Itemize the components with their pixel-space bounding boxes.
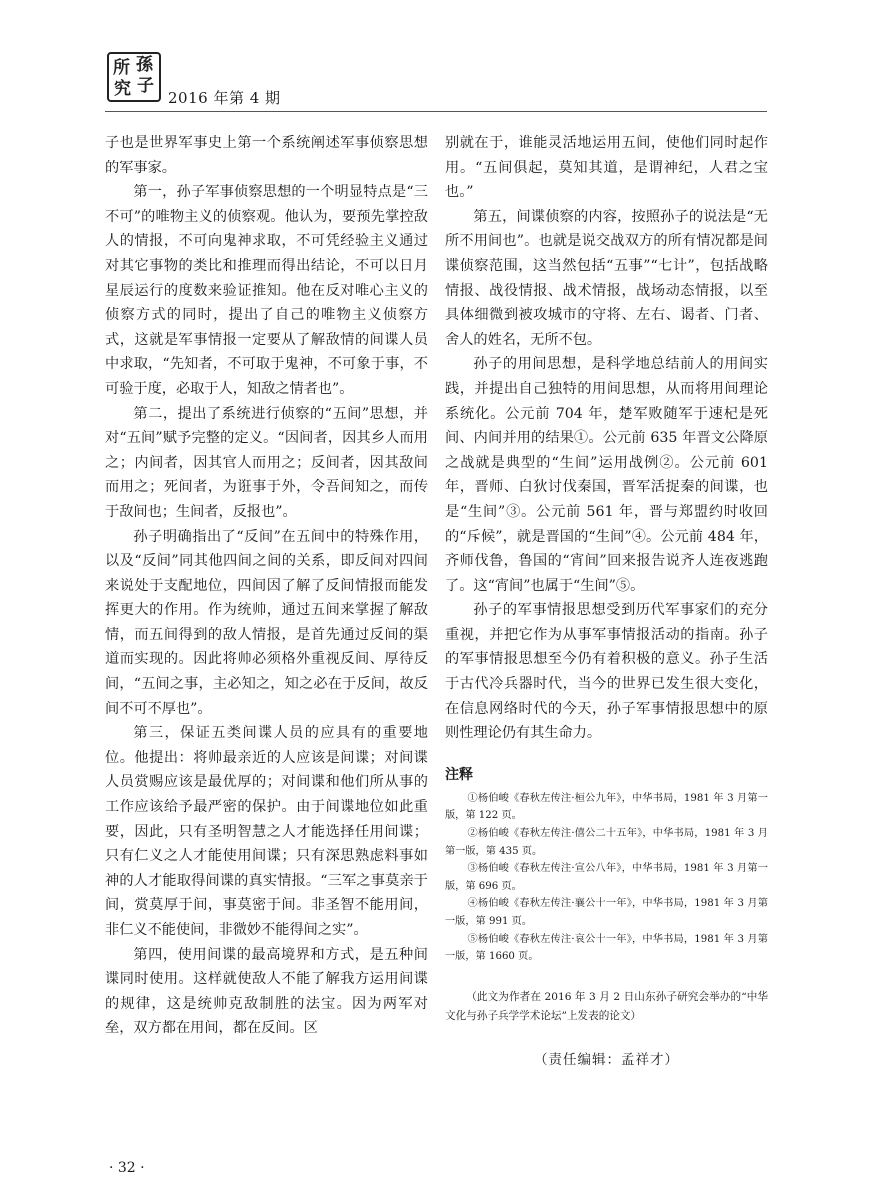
journal-logo (107, 52, 161, 102)
paragraph: 第四，使用间谍的最高境界和方式，是五种间谍同时使用。这样就使敌人不能了解我方运用间谍的规律，这是统帅克敌制胜的法宝。因为两军对垒，双方都在用间，都在反间。区 (105, 946, 428, 1037)
right-column (445, 131, 768, 1161)
left-column (105, 131, 428, 1161)
paragraph: 别就在于，谁能灵活地运用五间，使他们同时起作用。“五间俱起，莫知其道，是谓神纪，人君之宝也。” (445, 135, 768, 201)
issue-label: 2016 年第 4 期 (168, 89, 281, 107)
logo-char: 究 (114, 79, 131, 99)
paragraph: 第一，孙子军事侦察思想的一个明显特点是“三不可”的唯物主义的侦察观。他认为，要预先掌控敌人的情报，不可向鬼神求取，不可凭经验主义通过对其它事物的类比和推理而得出结论，不可以日月星辰运行的度数来验证推知。他在反对唯心主义的侦察方式的同时，提出了自己的唯物主义侦察方式，这就是军事情报一定要从了解敌情的间谍人员中求取，“先知者，不可取于鬼神，不可象于事，不可验于度，必取于人，知敌之情者也”。 (105, 184, 428, 397)
page-number: · 32 · (109, 1160, 145, 1176)
paragraph: 孙子明确指出了“反间”在五间中的特殊作用，以及“反间”同其他四间之间的关系，即反间对四间来说处于支配地位，四间因了解了反间情报而能发挥更大的作用。作为统帅，通过五间来掌握了解敌情，而五间得到的敌人情报，是首先通过反间的渠道而实现的。因此将帅必须格外重视反间、厚待反间，“五间之事，主必知之，知之必在于反间，故反间不可不厚也”。 (105, 528, 428, 717)
notes-heading: 注释 (445, 766, 473, 783)
notes-list (445, 790, 768, 966)
paragraph: 孙子的军事情报思想受到历代军事家们的充分重视，并把它作为从事军事情报活动的指南。孙子的军事情报思想至今仍有着积极的意义。孙子生活于古代冷兵器时代，当今的世界已发生很大变化，在信息网络时代的今天，孙子军事情报思想中的原则性理论仍有其生命力。 (445, 602, 768, 742)
paragraph: 第五，间谍侦察的内容，按照孙子的说法是“无所不用间也”。也就是说交战双方的所有情况都是间谍侦察范围，这当然包括“五事”“七计”，包括战略情报、战役情报、战术情报，战场动态情报，以至具体细微到被攻城市的守将、左右、谒者、门者、舍人的姓名，无所不包。 (445, 208, 768, 348)
author-remark: （此文为作者在 2016 年 3 月 2 日山东孙子研究会举办的“中华文化与孙子兵学学术论坛”上发表的论文） (445, 990, 768, 1022)
logo-char: 所 (113, 58, 130, 78)
responsible-editor: （责任编辑：孟祥才） (534, 1051, 679, 1068)
logo-char: 孫 (136, 55, 153, 75)
paragraph: 孙子的用间思想，是科学地总结前人的用间实践，并提出自己独特的用间思想，从而将用间理论系统化。公元前 704 年，楚军败随军于速杞是死间、内间并用的结果①。公元前 635 年晋文公降原之战就是典型的“生间”运用战例②。公元前 601 年，晋师、白狄讨伐秦国，晋军活捉秦的间谍，也是“生间”③。公元前 561 年，晋与郑盟约时收回的“斥候”，就是晋国的“生间”④。公元前 484 年，齐师伐鲁，鲁国的“宵间”回来报告说齐人连夜逃跑了。这“宵间”也属于“生间”⑤。 (445, 356, 768, 594)
note-item: ②杨伯峻《春秋左传注·僖公二十五年》，中华书局，1981 年 3 月第一版，第 435 页。 (445, 828, 768, 857)
paragraph: 子也是世界军事史上第一个系统阐述军事侦察思想的军事家。 (105, 135, 428, 176)
header-divider (105, 111, 767, 112)
note-item: ③杨伯峻《春秋左传注·宣公八年》，中华书局，1981 年 3 月第一版，第 696 页。 (445, 863, 768, 892)
paragraph: 第二，提出了系统进行侦察的“五间”思想，并对“五间”赋予完整的定义。“因间者，因其乡人而用之；内间者，因其官人而用之；反间者，因其敌间而用之；死间者，为诳事于外，令吾间知之，而传于敌间也；生间者，反报也”。 (105, 405, 428, 520)
logo-char: 子 (137, 76, 154, 96)
note-item: ①杨伯峻《春秋左传注·桓公九年》，中华书局，1981 年 3 月第一版，第 122 页。 (445, 792, 768, 822)
note-item: ⑤杨伯峻《春秋左传注·哀公十一年》，中华书局，1981 年 3 月第一版，第 1660 页。 (445, 933, 768, 963)
paragraph: 第三，保证五类间谍人员的应具有的重要地位。他提出：将帅最亲近的人应该是间谍；对间谍人员赏赐应该是最优厚的；对间谍和他们所从事的工作应该给予最严密的保护。由于间谍地位如此重要，因此，只有圣明智慧之人才能选择任用间谍；只有仁义之人才能使用间谍；只有深思熟虑料事如神的人才能取得间谍的真实情报。“三军之事莫亲于间，赏莫厚于间，事莫密于间。非圣智不能用间，非仁义不能使间，非微妙不能得间之实”。 (105, 725, 428, 938)
note-item: ④杨伯峻《春秋左传注·襄公十一年》，中华书局，1981 年 3 月第一版，第 991 页。 (445, 898, 768, 927)
